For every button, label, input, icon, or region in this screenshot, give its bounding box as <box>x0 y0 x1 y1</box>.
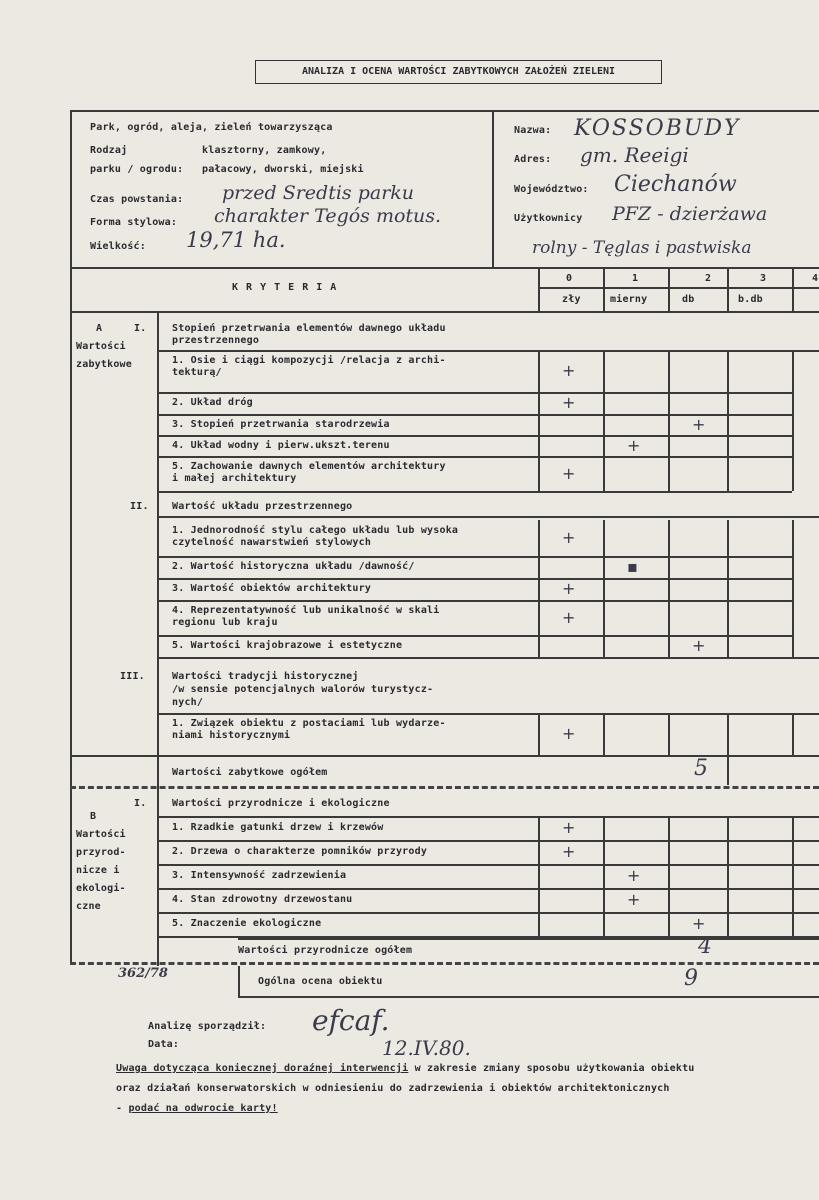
section-b-label-4: ekologi- <box>76 883 126 894</box>
row-bottom-line <box>157 600 792 602</box>
overall-bottom <box>238 996 819 998</box>
section-b-label-2: przyrod- <box>76 847 126 858</box>
score-col-line <box>668 520 670 556</box>
score-col-line <box>727 578 729 600</box>
score-3: 3 <box>760 273 767 284</box>
section-a-total-label: Wartości zabytkowe ogółem <box>172 767 328 778</box>
criterion-label: 1. Osie i ciągi kompozycji /relacja z archi- <box>172 355 446 366</box>
score-mark: + <box>562 528 576 547</box>
score-col-line <box>668 435 670 456</box>
score-col-line <box>538 600 540 635</box>
section-b-label-3: nicze i <box>76 865 120 876</box>
score-col-line <box>727 840 729 864</box>
group-a2-title-1: Wartość układu przestrzennego <box>172 501 353 512</box>
criterion-label: 4. Stan zdrowotny drzewostanu <box>172 894 353 905</box>
wojewodztwo-value: Ciechanów <box>614 172 737 197</box>
score-col-line <box>727 713 729 755</box>
criterion-label-cont: regionu lub kraju <box>172 617 278 628</box>
nazwa-label: Nazwa: <box>514 125 552 136</box>
score-col-line <box>668 888 670 912</box>
uzytkownicy-value-1: PFZ - dzierżawa <box>612 203 768 225</box>
score-col-line <box>668 840 670 864</box>
score-col-line <box>727 912 729 936</box>
score-col-line <box>668 350 670 392</box>
score-mark: + <box>627 866 641 885</box>
score-col-line <box>792 556 794 578</box>
score-col-line <box>603 840 605 864</box>
score-col-line <box>603 556 605 578</box>
forma-value: charakter Tegós motus. <box>214 205 442 227</box>
group-a1-title-1: Stopień przetrwania elementów dawnego układu <box>172 323 446 334</box>
score-col-line <box>727 456 729 491</box>
date-label: Data: <box>148 1039 180 1050</box>
score-mark: + <box>562 579 576 598</box>
criterion-label: 2. Drzewa o charakterze pomników przyrody <box>172 846 428 857</box>
note-line-3 <box>116 1102 278 1115</box>
section-b-total-value: 4 <box>698 934 712 959</box>
criterion-label: 5. Zachowanie dawnych elementów architektury <box>172 461 446 472</box>
score-col-line <box>668 578 670 600</box>
score-col-line <box>538 840 540 864</box>
score-col-line <box>668 635 670 657</box>
section-b-total-label: Wartości przyrodnicze ogółem <box>238 945 413 956</box>
criterion-label: 2. Układ dróg <box>172 397 253 408</box>
score-col-line <box>668 414 670 435</box>
wielkosc-value: 19,71 ha. <box>186 228 286 252</box>
score-col-line <box>792 713 794 755</box>
section-b-label-5: czne <box>76 901 101 912</box>
row-bottom-line <box>157 888 819 890</box>
info-bottom <box>70 267 819 269</box>
group-a1-bottom <box>157 350 819 352</box>
note-rest-1: w zakresie zmiany sposobu użytkowania obiektu <box>408 1063 695 1074</box>
group-b1-bottom <box>157 816 819 818</box>
score-col-line <box>603 414 605 435</box>
score-col-line <box>603 912 605 936</box>
score-col-line <box>792 392 794 414</box>
group-a2-bottom <box>157 516 819 518</box>
note-line-1 <box>116 1062 695 1075</box>
score-mark: + <box>562 724 576 743</box>
score-col-line <box>668 600 670 635</box>
score-col-line <box>538 912 540 936</box>
total-col-line <box>727 755 729 785</box>
score-col-line <box>727 414 729 435</box>
criterion-label: 1. Rzadkie gatunki drzew i krzewów <box>172 822 384 833</box>
score-col-line <box>603 392 605 414</box>
score-col-line <box>538 578 540 600</box>
criterion-label: 3. Wartość obiektów architektury <box>172 583 372 594</box>
prepared-label: Analizę sporządził: <box>148 1021 267 1032</box>
grade-1: mierny <box>610 294 648 305</box>
score-1: 1 <box>632 273 639 284</box>
kryteria-label: K R Y T E R I A <box>232 282 338 293</box>
header-col-1 <box>603 267 605 311</box>
score-col-line <box>538 816 540 840</box>
group-a3-title-1: Wartości tradycji historycznej <box>172 671 359 682</box>
frame-left <box>70 110 72 965</box>
criterion-label: 5. Znaczenie ekologiczne <box>172 918 322 929</box>
group-a1-title-2: przestrzennego <box>172 335 260 346</box>
score-col-line <box>538 392 540 414</box>
score-col-line <box>603 350 605 392</box>
score-mark: + <box>562 361 576 380</box>
row-bottom-line <box>157 840 819 842</box>
row-bottom-line <box>157 864 819 866</box>
score-col-line <box>538 888 540 912</box>
score-col-line <box>603 816 605 840</box>
row-bottom-line <box>157 456 792 458</box>
group-b1-num: I. <box>134 798 147 809</box>
group-a1-num: I. <box>134 323 147 334</box>
criterion-label: 1. Jednorodność stylu całego układu lub wysoka <box>172 525 459 536</box>
section-a-divider <box>70 786 819 789</box>
score-col-line <box>727 392 729 414</box>
header-bottom <box>70 311 819 313</box>
score-col-line <box>792 840 794 864</box>
row-bottom-line <box>157 556 792 558</box>
score-mark: + <box>562 464 576 483</box>
section-b-divider <box>70 962 819 965</box>
criterion-label: 5. Wartości krajobrazowe i estetyczne <box>172 640 403 651</box>
score-mark: + <box>692 636 706 655</box>
criterion-label: 1. Związek obiektu z postaciami lub wydarze- <box>172 718 446 729</box>
group-b1-title: Wartości przyrodnicze i ekologiczne <box>172 798 390 809</box>
score-0: 0 <box>566 273 573 284</box>
row-bottom-line <box>157 578 792 580</box>
group-a3-title-2: /w sensie potencjalnych walorów turystycz- <box>172 684 434 695</box>
score-mark: ▪ <box>627 557 638 576</box>
section-a-total-value: 5 <box>694 756 708 781</box>
section-b-total-top <box>238 938 819 940</box>
score-col-line <box>603 456 605 491</box>
category-divider <box>157 311 159 966</box>
group-a3-top <box>157 657 819 659</box>
overall-value: 9 <box>684 966 698 991</box>
uzytkownicy-label: Użytkownicy <box>514 213 583 224</box>
score-col-line <box>603 435 605 456</box>
score-mark: + <box>692 415 706 434</box>
score-col-line <box>792 912 794 936</box>
score-col-line <box>603 888 605 912</box>
czas-value: przed Sredtis parku <box>222 182 415 204</box>
score-col-line <box>727 635 729 657</box>
score-col-line <box>792 456 794 491</box>
score-col-line <box>538 456 540 491</box>
score-col-line <box>727 816 729 840</box>
uzytkownicy-value-2: rolny - Tęglas i pastwiska <box>532 238 752 258</box>
section-a-letter: A <box>96 323 103 334</box>
rodzaj-options-2: pałacowy, dworski, miejski <box>202 164 364 175</box>
score-2: 2 <box>705 273 712 284</box>
info-divider <box>492 110 494 267</box>
header-col-4 <box>792 267 794 311</box>
score-col-line <box>668 713 670 755</box>
criterion-label-cont: niami historycznymi <box>172 730 291 741</box>
section-a-label-1: Wartości <box>76 341 126 352</box>
overall-left <box>238 966 240 996</box>
grade-0: zły <box>562 294 581 305</box>
forma-label: Forma stylowa: <box>90 217 178 228</box>
criterion-label: 4. Układ wodny i pierw.ukszt.terenu <box>172 440 390 451</box>
overall-label: Ogólna ocena obiektu <box>258 976 383 987</box>
prepared-signature: efcaf. <box>312 1004 390 1037</box>
score-col-line <box>538 414 540 435</box>
score-col-line <box>727 556 729 578</box>
group-a3-num: III. <box>120 671 145 682</box>
score-col-line <box>727 350 729 392</box>
criterion-label-cont: czytelność nawarstwień stylowych <box>172 537 372 548</box>
score-mark: + <box>562 818 576 837</box>
score-header-divider <box>538 287 819 289</box>
score-col-line <box>792 888 794 912</box>
row-bottom-line <box>157 392 792 394</box>
park-type-label: Park, ogród, aleja, zieleń towarzysząca <box>90 122 333 133</box>
score-col-line <box>668 392 670 414</box>
wielkosc-label: Wielkość: <box>90 241 146 252</box>
group-a2-num: II. <box>130 501 149 512</box>
criterion-label: 3. Intensywność zadrzewienia <box>172 870 347 881</box>
criterion-label: 3. Stopień przetrwania starodrzewia <box>172 419 390 430</box>
header-col-2 <box>668 267 670 311</box>
score-col-line <box>603 520 605 556</box>
score-col-line <box>668 912 670 936</box>
row-bottom-line <box>157 491 792 493</box>
score-col-line <box>668 816 670 840</box>
czas-label: Czas powstania: <box>90 194 184 205</box>
wojewodztwo-label: Województwo: <box>514 184 589 195</box>
score-col-line <box>792 414 794 435</box>
header-col-3 <box>727 267 729 311</box>
section-a-label-2: zabytkowe <box>76 359 132 370</box>
score-mark: + <box>562 393 576 412</box>
score-col-line <box>538 435 540 456</box>
score-col-line <box>792 600 794 635</box>
header-col-0 <box>538 267 540 311</box>
score-mark: + <box>627 890 641 909</box>
score-col-line <box>538 864 540 888</box>
score-col-line <box>727 864 729 888</box>
score-col-line <box>792 578 794 600</box>
parku-label: parku / ogrodu: <box>90 164 184 175</box>
score-mark: + <box>627 436 641 455</box>
overall-ref: 362/78 <box>118 966 168 981</box>
score-col-line <box>792 520 794 556</box>
score-col-line <box>668 556 670 578</box>
date-value: 12.IV.80. <box>382 1036 471 1060</box>
score-col-line <box>792 816 794 840</box>
criterion-label-cont: i małej architektury <box>172 473 297 484</box>
score-col-line <box>603 600 605 635</box>
row-bottom-line <box>157 435 792 437</box>
adres-label: Adres: <box>514 154 552 165</box>
score-col-line <box>538 350 540 392</box>
rodzaj-label: Rodzaj <box>90 145 128 156</box>
score-mark: + <box>692 914 706 933</box>
frame-top <box>70 110 819 112</box>
score-col-line <box>603 635 605 657</box>
score-col-line <box>727 435 729 456</box>
score-col-line <box>727 888 729 912</box>
section-b-letter: B <box>90 811 97 822</box>
adres-value: gm. Reeigi <box>580 143 689 167</box>
rodzaj-options-1: klasztorny, zamkowy, <box>202 145 327 156</box>
score-col-line <box>792 864 794 888</box>
criterion-label: 2. Wartość historyczna układu /dawność/ <box>172 561 415 572</box>
document-title: ANALIZA I OCENA WARTOŚCI ZABYTKOWYCH ZAŁOŻEŃ ZIELENI <box>255 60 662 84</box>
score-col-line <box>792 635 794 657</box>
grade-2: db <box>682 294 695 305</box>
note-dash: - <box>116 1103 129 1114</box>
score-col-line <box>538 556 540 578</box>
score-col-line <box>792 435 794 456</box>
score-col-line <box>538 713 540 755</box>
score-col-line <box>538 635 540 657</box>
row-bottom-line <box>157 912 819 914</box>
score-4: 4 <box>812 273 819 284</box>
score-col-line <box>603 578 605 600</box>
score-mark: + <box>562 842 576 861</box>
criterion-label-cont: tekturą/ <box>172 367 222 378</box>
score-col-line <box>668 864 670 888</box>
nazwa-value: KOSSOBUDY <box>574 116 741 141</box>
group-a3-title-3: nych/ <box>172 697 204 708</box>
note-back-instruction: podać na odwrocie karty! <box>128 1103 278 1114</box>
grade-3: b.db <box>738 294 763 305</box>
score-mark: + <box>562 608 576 627</box>
section-b-label-1: Wartości <box>76 829 126 840</box>
score-col-line <box>603 864 605 888</box>
score-col-line <box>727 520 729 556</box>
score-col-line <box>727 600 729 635</box>
score-col-line <box>668 456 670 491</box>
note-underlined: Uwaga dotycząca koniecznej doraźnej interwencji <box>116 1063 409 1074</box>
score-col-line <box>603 713 605 755</box>
score-col-line <box>538 520 540 556</box>
group-a3-bottom <box>157 713 819 715</box>
note-line-2: oraz działań konserwatorskich w odniesieniu do zadrzewienia i obiektów architektonicznych <box>116 1083 670 1094</box>
score-col-line <box>792 350 794 392</box>
criterion-label: 4. Reprezentatywność lub unikalność w skali <box>172 605 440 616</box>
